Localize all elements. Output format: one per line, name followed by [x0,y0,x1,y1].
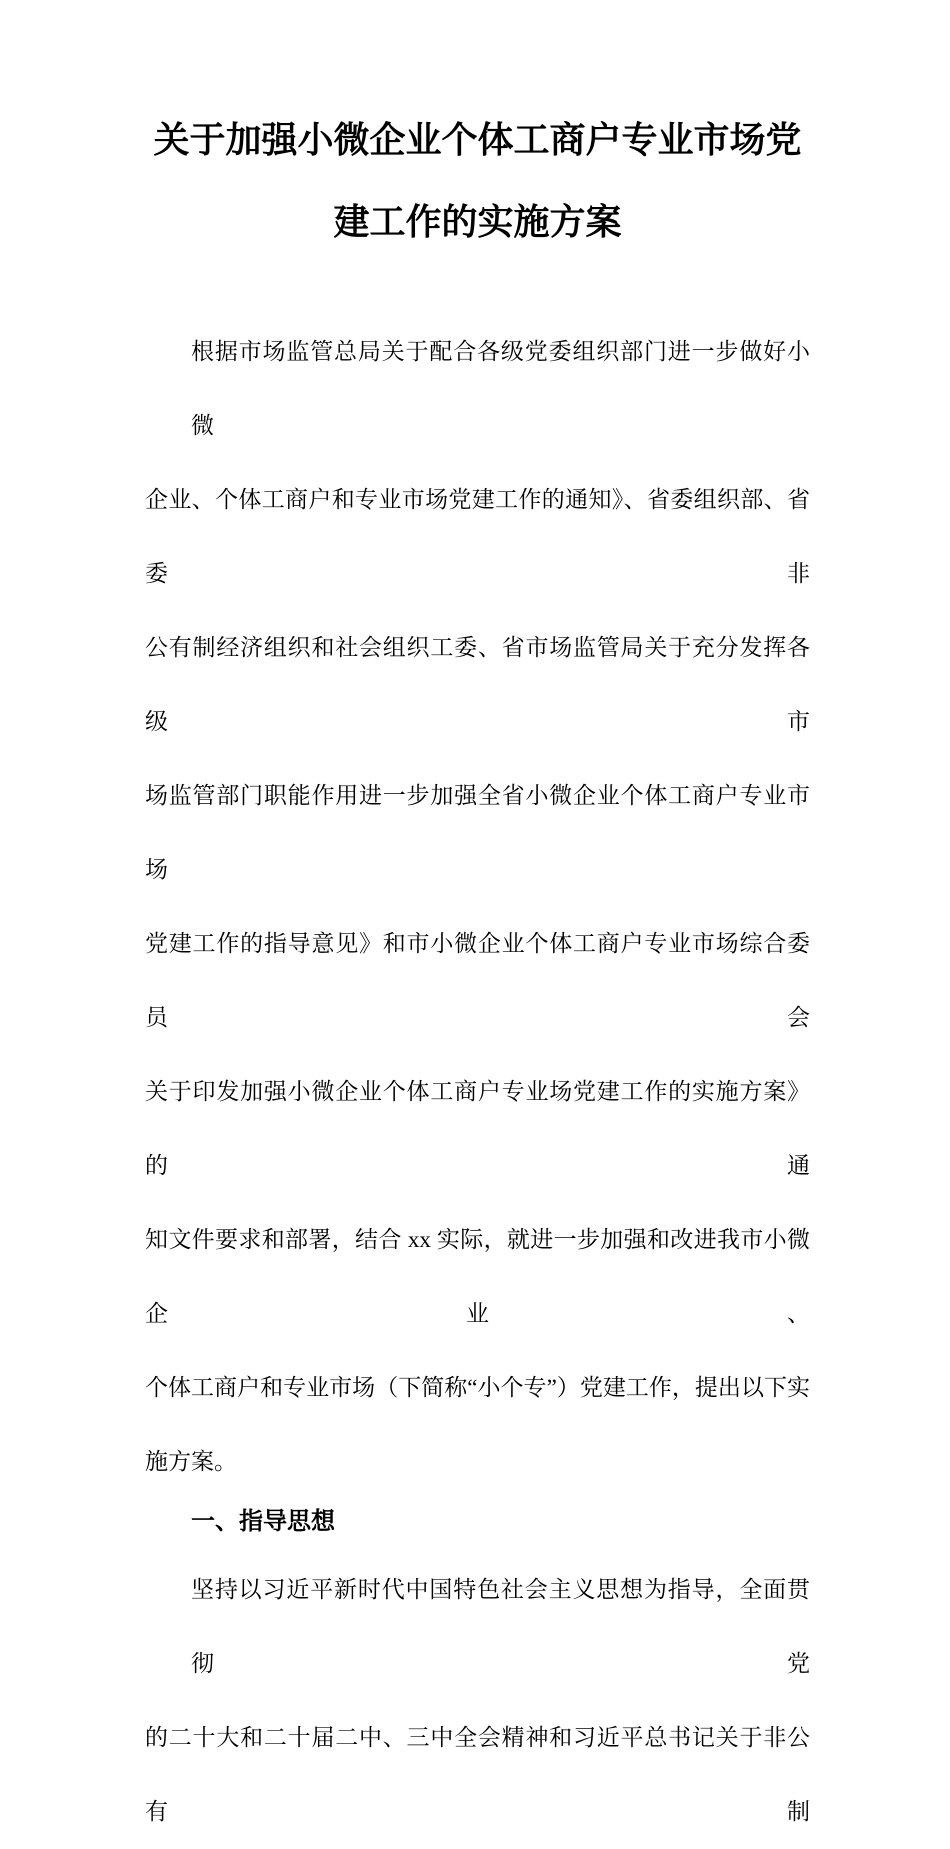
paragraph-line: 公有制经济组织和社会组织工委、省市场监管局关于充分发挥各级市 [145,635,810,734]
paragraph-line: 场监管部门职能作用进一步加强全省小微企业个体工商户专业市场 [145,783,810,882]
section-heading-guiding-ideology: 一、指导思想 [191,1509,335,1535]
paragraph-line: 知文件要求和部署，结合 xx 实际，就进一步加强和改进我市小微企业、 [145,1227,810,1326]
paragraph-line: 关于印发加强小微企业个体工商户专业场党建工作的实施方案》的通 [145,1079,810,1178]
paragraph-line: 坚持以习近平新时代中国特色社会主义思想为指导，全面贯彻党 [191,1577,810,1676]
paragraph-intro [145,315,810,1499]
paragraph-line: 根据市场监管总局关于配合各级党委组织部门进一步做好小微 [191,339,810,438]
document-title-line-2: 建工作的实施方案 [333,202,622,242]
paragraph-line: 个体工商户和专业市场（下简称“小个专”）党建工作，提出以下实 [145,1375,810,1400]
paragraph-guiding-ideology [145,1553,810,1849]
paragraph-line: 施方案。 [145,1449,237,1474]
paragraph-line: 企业、个体工商户和专业市场党建工作的通知》、省委组织部、省委非 [145,487,810,586]
document-title [145,99,810,263]
document-title-line-1: 关于加强小微企业个体工商户专业市场党 [153,120,802,160]
paragraph-line: 党建工作的指导意见》和市小微企业个体工商户专业市场综合委员会 [145,931,810,1030]
paragraph-line: 的二十大和二十届二中、三中全会精神和习近平总书记关于非公有制 [145,1725,810,1824]
